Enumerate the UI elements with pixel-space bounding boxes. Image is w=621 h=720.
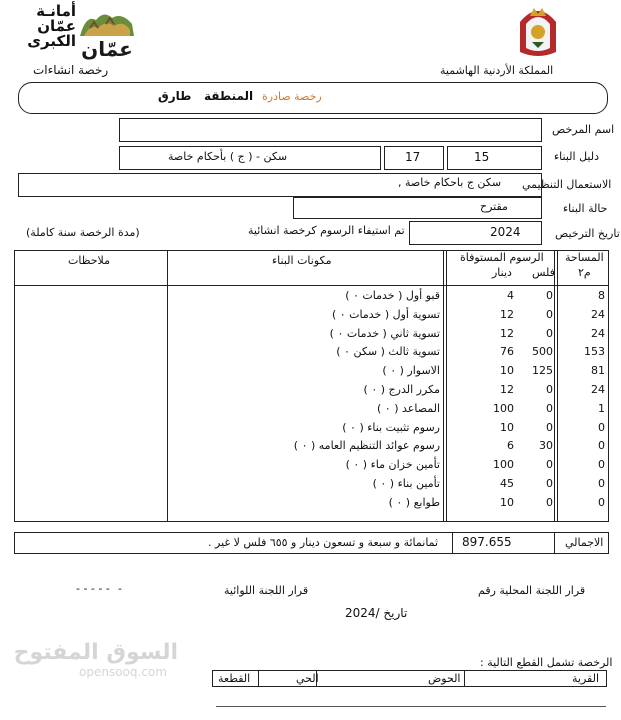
license-date-label: تاريخ الترخيص: [555, 227, 620, 240]
guide-b: 17: [405, 150, 421, 164]
row-fils: 30: [539, 439, 553, 452]
row-dinar: 10: [500, 364, 514, 377]
fees-note: تم استيفاء الرسوم كرخصة انشائية: [248, 224, 405, 237]
row-component: طوابع ( ٠ ): [388, 496, 440, 509]
row-area: 24: [591, 327, 605, 340]
row-area: 81: [591, 364, 605, 377]
row-dinar: 6: [507, 439, 514, 452]
plots-basin: الحوض: [428, 672, 461, 685]
header-fils: فلس: [532, 266, 555, 279]
building-guide-label: دليل البناء: [554, 150, 599, 163]
licensee-field: [119, 118, 542, 142]
plots-table: [212, 670, 607, 687]
row-component: رسوم عوائد التنظيم العامه ( ٠ ): [293, 439, 440, 452]
amman-skyline-icon: [76, 6, 138, 60]
row-dinar: 12: [500, 327, 514, 340]
amman-logo-text: أمانـة عمّان الكبرى: [27, 2, 76, 50]
row-fils: 0: [546, 289, 553, 302]
decision-dashes: - - - - -: [76, 582, 110, 595]
row-area: 0: [598, 458, 605, 471]
header-notes: ملاحظات: [68, 254, 110, 267]
plots-neighborhood: الحي: [296, 672, 319, 685]
row-component: المصاعد ( ٠ ): [377, 402, 440, 415]
zoning-value: سكن ج باحكام خاصة ,: [398, 176, 502, 189]
row-area: 1: [598, 402, 605, 415]
row-component: تسوية ثاني ( خدمات ٠ ): [329, 327, 440, 340]
licensee-label: اسم المرخص: [552, 123, 615, 136]
zoning-label: الاستعمال التنظيمي: [522, 178, 612, 191]
header-area: المساحة: [565, 251, 604, 264]
row-component: تأمين خزان ماء ( ٠ ): [345, 458, 440, 471]
plots-village: القرية: [572, 672, 600, 685]
row-area: 0: [598, 421, 605, 434]
row-area: 0: [598, 477, 605, 490]
row-fils: 0: [546, 308, 553, 321]
plots-intro: الرخصة تشمل القطع التالية :: [480, 656, 613, 669]
row-dinar: 100: [493, 458, 514, 471]
region-value: طارق: [158, 89, 192, 103]
svg-text:عمّان: عمّان: [81, 37, 133, 60]
license-type: رخصة انشاءات: [33, 63, 109, 77]
row-fils: 0: [546, 383, 553, 396]
row-fils: 0: [546, 496, 553, 509]
local-committee-label: قرار اللجنة المحلية رقم: [478, 584, 586, 597]
guide-a-box: [447, 146, 542, 170]
row-dinar: 10: [500, 496, 514, 509]
row-fils: 0: [546, 477, 553, 490]
building-status-value: مقترح: [480, 200, 508, 213]
guide-a: 15: [474, 150, 490, 164]
total-label: الاجمالي: [565, 536, 604, 549]
row-component: تسوية أول ( خدمات ٠ ): [331, 308, 440, 321]
header-components: مكونات البناء: [272, 254, 332, 267]
row-component: تأمين بناء ( ٠ ): [372, 477, 440, 490]
row-dinar: 45: [500, 477, 514, 490]
total-words: ثمانمائة و سبعة و تسعون دينار و ٦٥٥ فلس لا غير .: [208, 536, 439, 549]
row-fils: 0: [546, 402, 553, 415]
kingdom-name: المملكة الأردنية الهاشمية: [440, 64, 554, 77]
opensooq-watermark: السوق المفتوح opensooq.com: [13, 640, 178, 679]
duration-note: (مدة الرخصة سنة كاملة): [26, 226, 140, 239]
row-fils: 0: [546, 458, 553, 471]
row-component: رسوم تثبيت بناء ( ٠ ): [342, 421, 440, 434]
row-fils: 500: [532, 345, 553, 358]
regional-committee-label: قرار اللجنة اللوائية: [224, 584, 309, 597]
license-date-value: 2024: [490, 225, 521, 239]
row-dinar: 100: [493, 402, 514, 415]
row-dinar: 12: [500, 383, 514, 396]
row-area: 8: [598, 289, 605, 302]
building-status-label: حالة البناء: [563, 202, 608, 215]
decision-date: تاريخ /2024: [345, 606, 408, 620]
row-dinar: 12: [500, 308, 514, 321]
decision-dash: -: [118, 582, 122, 595]
license-date-field: [409, 221, 542, 245]
row-dinar: 4: [507, 289, 514, 302]
total-value: 897.655: [462, 535, 512, 549]
region-label: المنطقة: [204, 89, 254, 103]
jordan-crest-icon: [514, 4, 562, 58]
row-area: 24: [591, 308, 605, 321]
row-area: 153: [584, 345, 605, 358]
row-area: 0: [598, 496, 605, 509]
row-component: الاسوار ( ٠ ): [382, 364, 440, 377]
amman-logo: [8, 2, 138, 66]
row-area: 0: [598, 439, 605, 452]
row-component: قبو أول ( خدمات ٠ ): [345, 289, 440, 302]
header-area-unit: م٢: [578, 266, 591, 279]
row-fils: 125: [532, 364, 553, 377]
row-component: تسوية ثالث ( سكن ٠ ): [336, 345, 440, 358]
row-component: مكرر الدرج ( ٠ ): [363, 383, 440, 396]
plots-plot: القطعة: [218, 672, 251, 685]
header-fees: الرسوم المستوفاة: [460, 251, 544, 264]
row-dinar: 10: [500, 421, 514, 434]
license-status: رخصة صادرة: [262, 90, 322, 103]
row-dinar: 76: [500, 345, 514, 358]
guide-desc: سكن - ( ج ) بأحكام خاصة: [168, 150, 288, 163]
row-area: 24: [591, 383, 605, 396]
row-fils: 0: [546, 421, 553, 434]
header-dinar: دينار: [492, 266, 512, 279]
row-fils: 0: [546, 327, 553, 340]
